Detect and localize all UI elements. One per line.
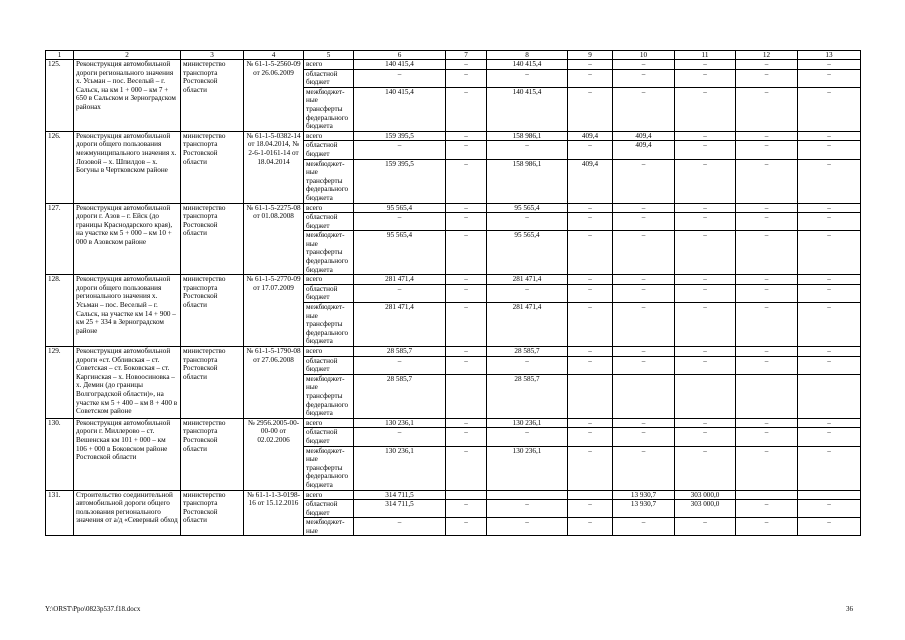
amount-cell: –: [798, 275, 861, 285]
amount-cell: –: [736, 356, 798, 374]
funding-source: областной бюджет: [304, 69, 354, 87]
amount-cell: 158 986,1: [487, 131, 568, 141]
amount-cell: 28 585,7: [354, 347, 446, 357]
amount-cell: –: [613, 518, 675, 536]
amount-cell: –: [487, 284, 568, 302]
amount-cell: [487, 490, 568, 500]
amount-cell: 140 415,4: [487, 60, 568, 70]
amount-cell: –: [568, 303, 613, 347]
amount-cell: –: [736, 159, 798, 203]
amount-cell: –: [736, 131, 798, 141]
expertise-document: № 2956.2005-00-00-00 от 02.02.2006: [244, 418, 304, 490]
amount-cell: –: [568, 418, 613, 428]
funding-source: межбюджет-ные трансферты федерального бюджета: [304, 374, 354, 418]
amount-cell: –: [736, 284, 798, 302]
amount-cell: –: [613, 303, 675, 347]
amount-cell: –: [736, 213, 798, 231]
amount-cell: –: [446, 159, 487, 203]
amount-cell: [446, 374, 487, 418]
column-header-10: 10: [613, 51, 675, 60]
row-number: 125.: [46, 60, 74, 132]
table-row: [46, 275, 861, 285]
amount-cell: –: [613, 87, 675, 131]
table-row: [46, 490, 861, 500]
amount-cell: –: [798, 141, 861, 159]
amount-cell: 95 565,4: [354, 203, 446, 213]
table-body: [46, 60, 861, 536]
amount-cell: –: [736, 69, 798, 87]
project-name: Реконструкция автомобильной дороги «ст. Обливская – ст. Советская – ст. Боковская – ст. Каргинская – х. Новоосиновка – х. Демин (до границы Волгоградской области)», на участке км 5 + 400 – км 8 + 400 в Советском районе: [74, 347, 181, 419]
amount-cell: –: [446, 203, 487, 213]
amount-cell: –: [798, 446, 861, 490]
amount-cell: –: [613, 428, 675, 446]
amount-cell: –: [675, 69, 736, 87]
amount-cell: 281 471,4: [354, 275, 446, 285]
funding-source: областной бюджет: [304, 356, 354, 374]
amount-cell: 281 471,4: [354, 303, 446, 347]
amount-cell: –: [487, 69, 568, 87]
amount-cell: 130 236,1: [354, 418, 446, 428]
amount-cell: –: [798, 231, 861, 275]
column-header-5: 5: [304, 51, 354, 60]
table-row: [46, 60, 861, 70]
budget-table-sheet: [45, 50, 860, 536]
table-row: [46, 347, 861, 357]
table-row: [46, 131, 861, 141]
amount-cell: –: [354, 213, 446, 231]
amount-cell: –: [446, 418, 487, 428]
amount-cell: 314 711,5: [354, 500, 446, 518]
amount-cell: 303 000,0: [675, 500, 736, 518]
amount-cell: –: [613, 213, 675, 231]
amount-cell: –: [568, 500, 613, 518]
amount-cell: –: [798, 428, 861, 446]
row-number: 128.: [46, 275, 74, 347]
column-header-13: 13: [798, 51, 861, 60]
amount-cell: –: [675, 141, 736, 159]
amount-cell: –: [675, 203, 736, 213]
expertise-document: № 61-1-5-1790-08 от 27.06.2008: [244, 347, 304, 419]
amount-cell: –: [613, 284, 675, 302]
amount-cell: –: [613, 60, 675, 70]
funding-source: всего: [304, 418, 354, 428]
amount-cell: –: [736, 418, 798, 428]
amount-cell: –: [736, 231, 798, 275]
column-header-12: 12: [736, 51, 798, 60]
column-header-4: 4: [244, 51, 304, 60]
funding-source: межбюджет-ные: [304, 518, 354, 536]
ministry-name: министерство транспорта Ростовской области: [181, 131, 244, 203]
column-header-2: 2: [74, 51, 181, 60]
amount-cell: –: [798, 284, 861, 302]
amount-cell: –: [736, 500, 798, 518]
expertise-document: № 61-1-5-2770-09 от 17.07.2009: [244, 275, 304, 347]
amount-cell: –: [487, 213, 568, 231]
amount-cell: –: [675, 418, 736, 428]
project-name: Реконструкция автомобильной дороги г. Миллерово – ст. Вешенская км 101 + 000 – км 106 + 000 в Боковском районе Ростовской области: [74, 418, 181, 490]
budget-table: [45, 50, 861, 536]
amount-cell: –: [354, 69, 446, 87]
amount-cell: –: [613, 203, 675, 213]
amount-cell: –: [568, 231, 613, 275]
funding-source: областной бюджет: [304, 141, 354, 159]
amount-cell: –: [446, 518, 487, 536]
amount-cell: [736, 490, 798, 500]
amount-cell: –: [675, 428, 736, 446]
amount-cell: –: [798, 159, 861, 203]
amount-cell: –: [568, 284, 613, 302]
amount-cell: 140 415,4: [354, 87, 446, 131]
project-name: Строительство соединительной автомобильной дороги общего пользования регионального значения от а/д «Северный обход: [74, 490, 181, 536]
amount-cell: 281 471,4: [487, 275, 568, 285]
amount-cell: –: [798, 500, 861, 518]
amount-cell: –: [446, 303, 487, 347]
amount-cell: 95 565,4: [487, 231, 568, 275]
amount-cell: –: [798, 87, 861, 131]
amount-cell: [613, 374, 675, 418]
column-header-7: 7: [446, 51, 487, 60]
amount-cell: –: [798, 60, 861, 70]
amount-cell: 140 415,4: [487, 87, 568, 131]
page-number: 36: [846, 605, 853, 613]
amount-cell: –: [675, 518, 736, 536]
amount-cell: –: [487, 141, 568, 159]
amount-cell: [798, 374, 861, 418]
column-header-3: 3: [181, 51, 244, 60]
funding-source: областной бюджет: [304, 284, 354, 302]
column-header-11: 11: [675, 51, 736, 60]
funding-source: межбюджет-ные трансферты федерального бюджета: [304, 159, 354, 203]
project-name: Реконструкция автомобильной дороги г. Азов – г. Ейск (до границы Краснодарского края), на участке км 5 + 000 – км 10 + 000 в Азовском районе: [74, 203, 181, 275]
expertise-document: № 61-1-1-3-0198-16 от 15.12.2016: [244, 490, 304, 536]
amount-cell: –: [568, 446, 613, 490]
amount-cell: 13 930,7: [613, 500, 675, 518]
amount-cell: –: [736, 60, 798, 70]
amount-cell: –: [568, 428, 613, 446]
ministry-name: министерство транспорта Ростовской области: [181, 490, 244, 536]
amount-cell: –: [675, 159, 736, 203]
amount-cell: 95 565,4: [354, 231, 446, 275]
amount-cell: –: [736, 141, 798, 159]
amount-cell: 159 395,5: [354, 159, 446, 203]
amount-cell: [568, 374, 613, 418]
amount-cell: –: [736, 87, 798, 131]
amount-cell: 140 415,4: [354, 60, 446, 70]
amount-cell: –: [613, 275, 675, 285]
amount-cell: –: [487, 356, 568, 374]
column-number-header: [46, 51, 861, 60]
column-header-9: 9: [568, 51, 613, 60]
amount-cell: –: [613, 356, 675, 374]
row-number: 126.: [46, 131, 74, 203]
amount-cell: 95 565,4: [487, 203, 568, 213]
amount-cell: –: [798, 518, 861, 536]
amount-cell: –: [568, 203, 613, 213]
amount-cell: 281 471,4: [487, 303, 568, 347]
project-name: Реконструкция автомобильной дороги регионального значения х. Усьман – пос. Веселый – г. Сальск, на км 1 + 000 – км 7 + 650 в Сальском и Зерноградском районах: [74, 60, 181, 132]
amount-cell: –: [446, 446, 487, 490]
funding-source: всего: [304, 203, 354, 213]
row-number: 131.: [46, 490, 74, 536]
amount-cell: –: [798, 203, 861, 213]
amount-cell: 409,4: [568, 159, 613, 203]
amount-cell: –: [675, 347, 736, 357]
amount-cell: 314 711,5: [354, 490, 446, 500]
funding-source: всего: [304, 275, 354, 285]
amount-cell: 28 585,7: [487, 374, 568, 418]
row-number: 129.: [46, 347, 74, 419]
amount-cell: –: [446, 87, 487, 131]
expertise-document: № 61-1-5-2560-09 от 26.06.2009: [244, 60, 304, 132]
funding-source: межбюджет-ные трансферты федерального бюджета: [304, 303, 354, 347]
amount-cell: –: [487, 428, 568, 446]
amount-cell: –: [613, 69, 675, 87]
amount-cell: 130 236,1: [487, 418, 568, 428]
ministry-name: министерство транспорта Ростовской области: [181, 203, 244, 275]
amount-cell: –: [568, 347, 613, 357]
funding-source: областной бюджет: [304, 428, 354, 446]
amount-cell: –: [675, 284, 736, 302]
amount-cell: [675, 374, 736, 418]
amount-cell: –: [568, 60, 613, 70]
amount-cell: –: [446, 231, 487, 275]
amount-cell: 409,4: [568, 131, 613, 141]
amount-cell: 13 930,7: [613, 490, 675, 500]
amount-cell: –: [446, 356, 487, 374]
amount-cell: 28 585,7: [354, 374, 446, 418]
amount-cell: –: [736, 275, 798, 285]
amount-cell: –: [675, 446, 736, 490]
amount-cell: –: [736, 446, 798, 490]
amount-cell: 159 395,5: [354, 131, 446, 141]
amount-cell: –: [568, 87, 613, 131]
amount-cell: –: [568, 356, 613, 374]
column-header-1: 1: [46, 51, 74, 60]
amount-cell: 130 236,1: [487, 446, 568, 490]
amount-cell: –: [736, 347, 798, 357]
amount-cell: –: [354, 518, 446, 536]
amount-cell: 130 236,1: [354, 446, 446, 490]
expertise-document: № 61-1-5-2275-08 от 01.08.2008: [244, 203, 304, 275]
amount-cell: –: [354, 141, 446, 159]
amount-cell: –: [675, 275, 736, 285]
amount-cell: –: [354, 356, 446, 374]
amount-cell: –: [675, 131, 736, 141]
amount-cell: –: [487, 518, 568, 536]
amount-cell: –: [798, 418, 861, 428]
project-name: Реконструкция автомобильной дороги общего пользования межмуниципального значения х. Лозовой – х. Шпилдов – х. Богуны в Чертковском районе: [74, 131, 181, 203]
file-path: Y:\ORST\Ppo\0823p537.f18.docx: [45, 605, 141, 613]
amount-cell: 409,4: [613, 131, 675, 141]
project-name: Реконструкция автомобильной дороги общего пользования регионального значения х. Усьман – пос. Веселый – г. Сальск, на участке км 14 + 900 – км 25 + 334 в Зерноградском районе: [74, 275, 181, 347]
amount-cell: –: [613, 418, 675, 428]
amount-cell: –: [675, 87, 736, 131]
amount-cell: –: [736, 303, 798, 347]
amount-cell: –: [798, 347, 861, 357]
amount-cell: –: [354, 428, 446, 446]
amount-cell: –: [354, 284, 446, 302]
amount-cell: 303 000,0: [675, 490, 736, 500]
funding-source: межбюджет-ные трансферты федерального бюджета: [304, 87, 354, 131]
amount-cell: –: [675, 303, 736, 347]
amount-cell: –: [798, 356, 861, 374]
row-number: 130.: [46, 418, 74, 490]
row-number: 127.: [46, 203, 74, 275]
ministry-name: министерство транспорта Ростовской области: [181, 418, 244, 490]
funding-source: всего: [304, 60, 354, 70]
expertise-document: № 61-1-5-0382-14 от 18.04.2014, № 2-6-1-0161-14 от 18.04.2014: [244, 131, 304, 203]
funding-source: межбюджет-ные трансферты федерального бюджета: [304, 231, 354, 275]
amount-cell: –: [446, 428, 487, 446]
table-row: [46, 203, 861, 213]
amount-cell: –: [446, 213, 487, 231]
amount-cell: –: [613, 231, 675, 275]
amount-cell: –: [798, 131, 861, 141]
amount-cell: –: [568, 275, 613, 285]
amount-cell: [736, 374, 798, 418]
amount-cell: 28 585,7: [487, 347, 568, 357]
amount-cell: –: [613, 159, 675, 203]
funding-source: областной бюджет: [304, 213, 354, 231]
column-header-8: 8: [487, 51, 568, 60]
amount-cell: –: [446, 141, 487, 159]
amount-cell: –: [675, 231, 736, 275]
amount-cell: –: [446, 500, 487, 518]
amount-cell: 409,4: [613, 141, 675, 159]
amount-cell: –: [487, 500, 568, 518]
amount-cell: –: [675, 356, 736, 374]
funding-source: межбюджет-ные трансферты федерального бюджета: [304, 446, 354, 490]
amount-cell: –: [446, 284, 487, 302]
amount-cell: 158 986,1: [487, 159, 568, 203]
ministry-name: министерство транспорта Ростовской области: [181, 347, 244, 419]
funding-source: всего: [304, 490, 354, 500]
amount-cell: –: [446, 347, 487, 357]
funding-source: областной бюджет: [304, 500, 354, 518]
amount-cell: [568, 490, 613, 500]
funding-source: всего: [304, 131, 354, 141]
amount-cell: –: [446, 60, 487, 70]
amount-cell: –: [568, 141, 613, 159]
amount-cell: –: [798, 213, 861, 231]
table-row: [46, 418, 861, 428]
amount-cell: –: [736, 428, 798, 446]
amount-cell: –: [446, 69, 487, 87]
amount-cell: –: [446, 275, 487, 285]
amount-cell: –: [736, 518, 798, 536]
column-header-6: 6: [354, 51, 446, 60]
funding-source: всего: [304, 347, 354, 357]
amount-cell: –: [736, 203, 798, 213]
amount-cell: –: [613, 347, 675, 357]
ministry-name: министерство транспорта Ростовской области: [181, 275, 244, 347]
amount-cell: –: [568, 518, 613, 536]
amount-cell: [798, 490, 861, 500]
ministry-name: министерство транспорта Ростовской области: [181, 60, 244, 132]
amount-cell: –: [798, 303, 861, 347]
amount-cell: –: [568, 69, 613, 87]
amount-cell: –: [675, 213, 736, 231]
amount-cell: –: [798, 69, 861, 87]
amount-cell: –: [446, 131, 487, 141]
amount-cell: –: [613, 446, 675, 490]
amount-cell: [446, 490, 487, 500]
amount-cell: –: [568, 213, 613, 231]
amount-cell: –: [675, 60, 736, 70]
